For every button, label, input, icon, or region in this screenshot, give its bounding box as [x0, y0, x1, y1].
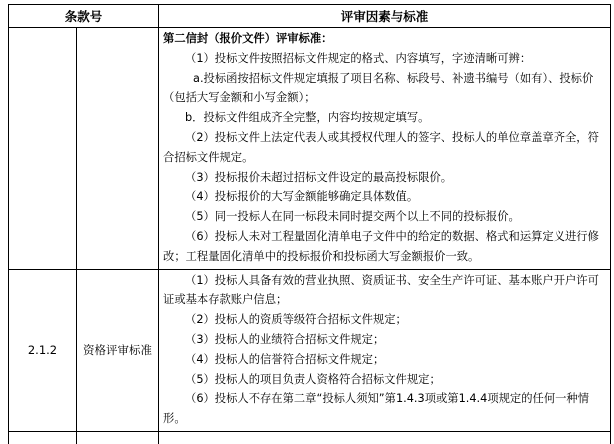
standard-line: （2）投标文件上法定代表人或其授权代理人的签字、投标人的单位章盖章齐全，符合招标文件规定。 [163, 130, 599, 164]
clause-cell [9, 431, 77, 444]
standard-line: （2）投标人的资质等级符合招标文件规定； [185, 313, 407, 327]
standard-line: b．投标文件组成齐全完整，内容均按规定填写。 [185, 111, 430, 125]
standard-line: （5）同一投标人在同一标段未同时提交两个以上不同的投标报价。 [185, 210, 520, 224]
factor-cell [77, 431, 159, 444]
evaluation-table [8, 4, 611, 444]
standard-line: （4）投标报价的大写金额能够确定具体数值。 [185, 190, 419, 204]
table-row-continuation [9, 431, 611, 444]
section-heading: 第二信封（报价文件）评审标准： [163, 32, 333, 45]
standard-cell [159, 28, 611, 270]
standard-line: （1）投标文件按照招标文件规定的格式、内容填写，字迹清晰可辨： [185, 51, 532, 65]
factor-cell: 资格评审标准 [77, 269, 159, 431]
header-clause: 条款号 [9, 5, 159, 28]
header-row [9, 5, 611, 28]
standard-cell [159, 431, 611, 444]
standard-line: （6）投标人不存在第二章“投标人须知”第1.4.3项或第1.4.4项规定的任何一种情形。 [163, 392, 590, 426]
factor-cell [77, 28, 159, 270]
standard-line: a.投标函按招标文件规定填报了项目名称、标段号、补遗书编号（如有）、投标价（包括大写金额和小写金额）； [163, 71, 594, 105]
standard-line: （3）投标报价未超过招标文件设定的最高投标限价。 [185, 170, 453, 184]
table-row [9, 269, 611, 431]
clause-cell: 2.1.2 [9, 269, 77, 431]
clause-cell [9, 28, 77, 270]
standard-cell [159, 269, 611, 431]
standard-line: （4）投标人的信誉符合招标文件规定； [185, 352, 385, 366]
table-row [9, 28, 611, 270]
header-standard: 评审因素与标准 [159, 5, 611, 28]
standard-line: （5）投标人的项目负责人资格符合招标文件规定； [185, 372, 441, 386]
standard-line: （6）投标人未对工程量固化清单电子文件中的给定的数据、格式和运算定义进行修改；工程量固化清单中的投标报价和投标函大写金额报价一致。 [163, 229, 599, 263]
standard-line: （1）投标人具备有效的营业执照、资质证书、安全生产许可证、基本账户开户许可证或基本存款账户信息； [163, 273, 599, 307]
standard-line: （3）投标人的业绩符合招标文件规定； [185, 332, 385, 346]
